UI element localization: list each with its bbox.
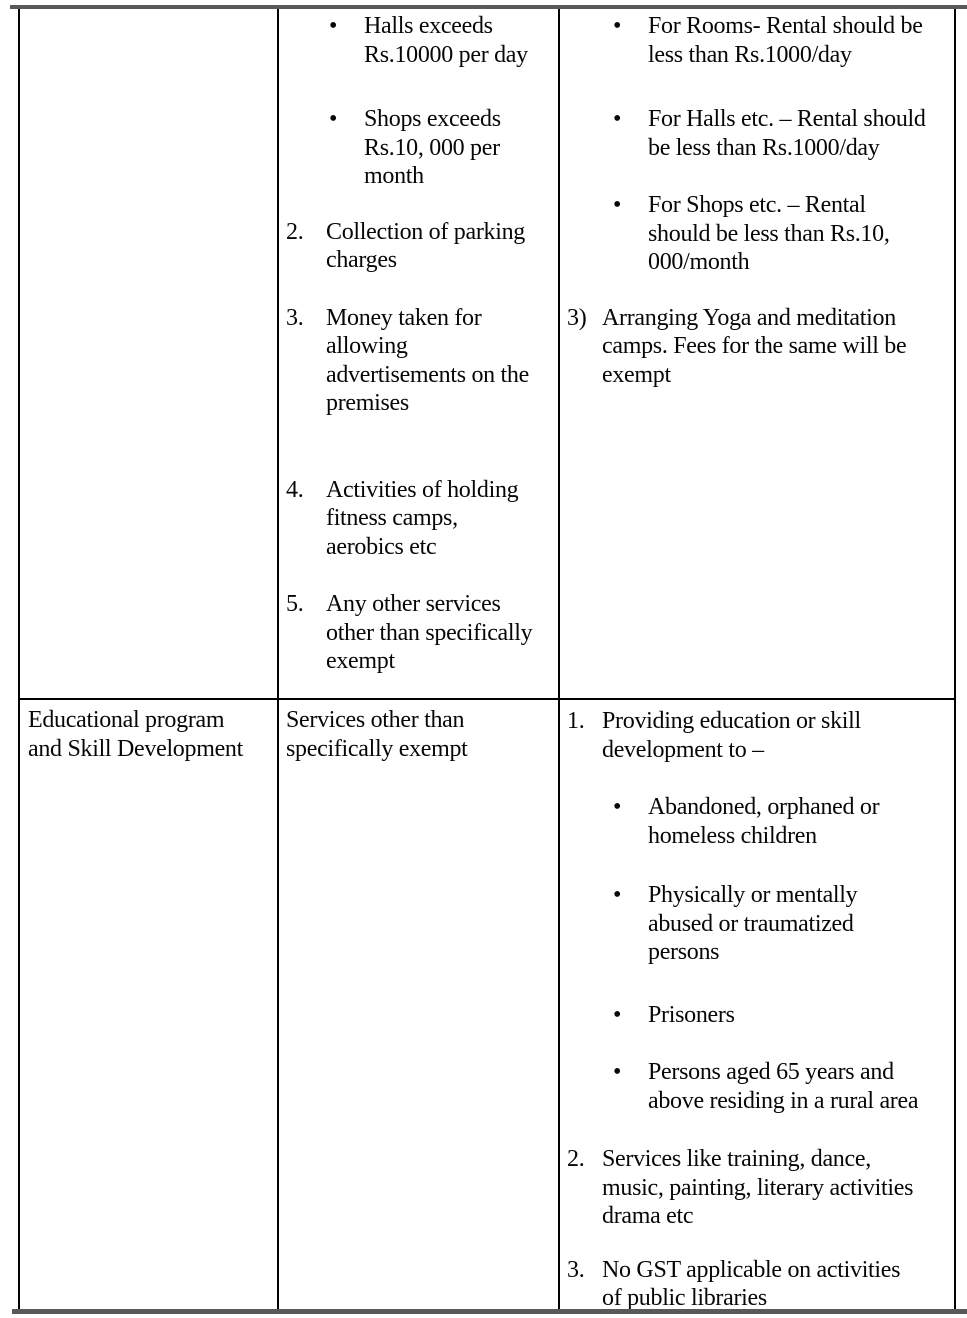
list-item [567,707,950,764]
list-item [567,1145,950,1231]
table-cell-category [18,700,277,1309]
table-cell-taxable [277,700,558,1309]
list-item-line: premises [326,390,409,416]
list-item-line: Physically or mentally [648,882,858,908]
list-item-line: Money taken for [326,304,482,331]
list-item-line: homeless children [648,822,817,849]
list-item-line: drama etc [602,1203,694,1229]
list-item-line: allowing [326,333,408,359]
list-item-line: 000/month [648,249,750,275]
list-item [567,105,950,162]
bullet-icon: • [613,13,622,39]
category-label [28,706,273,763]
list-item-line: No GST applicable on activities [602,1256,901,1283]
list-number: 2. [286,218,304,245]
list-item-line: fitness camps, [326,505,458,531]
list-item-line: Rs.10, 000 per [364,134,500,161]
list-item-line: For Rooms- Rental should be [648,13,923,39]
services-table [18,9,956,1309]
list-item [286,304,554,418]
list-item-line: Prisoners [648,1001,735,1028]
table-cell-exempt [558,9,956,698]
list-item-line: music, painting, literary activities [602,1174,914,1201]
category-line: Educational program [28,707,225,733]
list-item-line: Arranging Yoga and meditation [602,304,896,331]
list-item-line: aerobics etc [326,533,437,560]
list-item-line: development to – [602,736,764,763]
table-row [18,9,956,700]
list-item [567,12,950,69]
bullet-icon: • [613,106,622,132]
list-item-line: Activities of holding [326,476,519,503]
list-number: 2. [567,1146,585,1172]
list-item-line: persons [648,939,720,965]
list-item-line: For Halls etc. – Rental should [648,106,926,132]
bullet-icon: • [329,13,338,39]
list-item [567,191,950,277]
list-item-line: abused or traumatized [648,910,854,937]
bullet-icon: • [613,882,622,908]
list-item-line: exempt [602,361,671,388]
list-item [567,1058,950,1115]
list-item [286,105,554,191]
list-item-line: advertisements on the [326,361,529,388]
list-item-line: other than specifically [326,619,533,646]
paragraph [286,706,554,763]
bullet-icon: • [613,794,622,820]
list-item-line: Halls exceeds [364,13,493,39]
list-item-line: Any other services [326,591,501,617]
list-item [567,1256,950,1310]
list-number: 3. [286,304,304,331]
category-line: and Skill Development [28,735,243,762]
paragraph-line: Services other than [286,707,465,733]
table-cell-taxable [277,9,558,698]
bullet-icon: • [613,1001,622,1028]
list-item [286,12,554,69]
table-bottom-rule [12,1309,967,1314]
table-cell-exempt [558,700,956,1309]
list-item-line: be less than Rs.1000/day [648,134,880,161]
list-item-line: Services like training, dance, [602,1146,871,1172]
list-item [286,476,554,562]
bullet-icon: • [613,1059,622,1085]
list-item [567,793,950,850]
list-number: 3. [567,1256,585,1283]
list-item-line: Collection of parking [326,218,525,245]
list-item [567,304,950,390]
list-item-line: should be less than Rs.10, [648,220,890,247]
list-item-line: of public libraries [602,1285,767,1309]
list-item [286,218,554,275]
list-item-line: Persons aged 65 years and [648,1059,894,1085]
list-item-line: Shops exceeds [364,106,501,132]
list-item-line: For Shops etc. – Rental [648,192,866,218]
list-item-line: above residing in a rural area [648,1087,919,1114]
list-item-line: Rs.10000 per day [364,41,528,68]
list-number: 1. [567,708,585,734]
list-number: 5. [286,591,304,617]
list-item-line: less than Rs.1000/day [648,41,852,68]
bullet-icon: • [613,192,622,218]
list-item [286,590,554,676]
list-item [567,1001,950,1030]
table-row [18,700,956,1309]
paragraph-line: specifically exempt [286,735,468,762]
list-number: 4. [286,476,304,503]
list-number: 3) [567,304,587,331]
bullet-icon: • [329,106,338,132]
list-item-line: Abandoned, orphaned or [648,794,880,820]
list-item-line: charges [326,247,397,273]
list-item-line: exempt [326,648,395,674]
list-item-line: month [364,163,424,189]
list-item-line: Providing education or skill [602,708,861,734]
table-cell-category [18,9,277,698]
list-item-line: camps. Fees for the same will be [602,333,907,359]
list-item [567,881,950,967]
